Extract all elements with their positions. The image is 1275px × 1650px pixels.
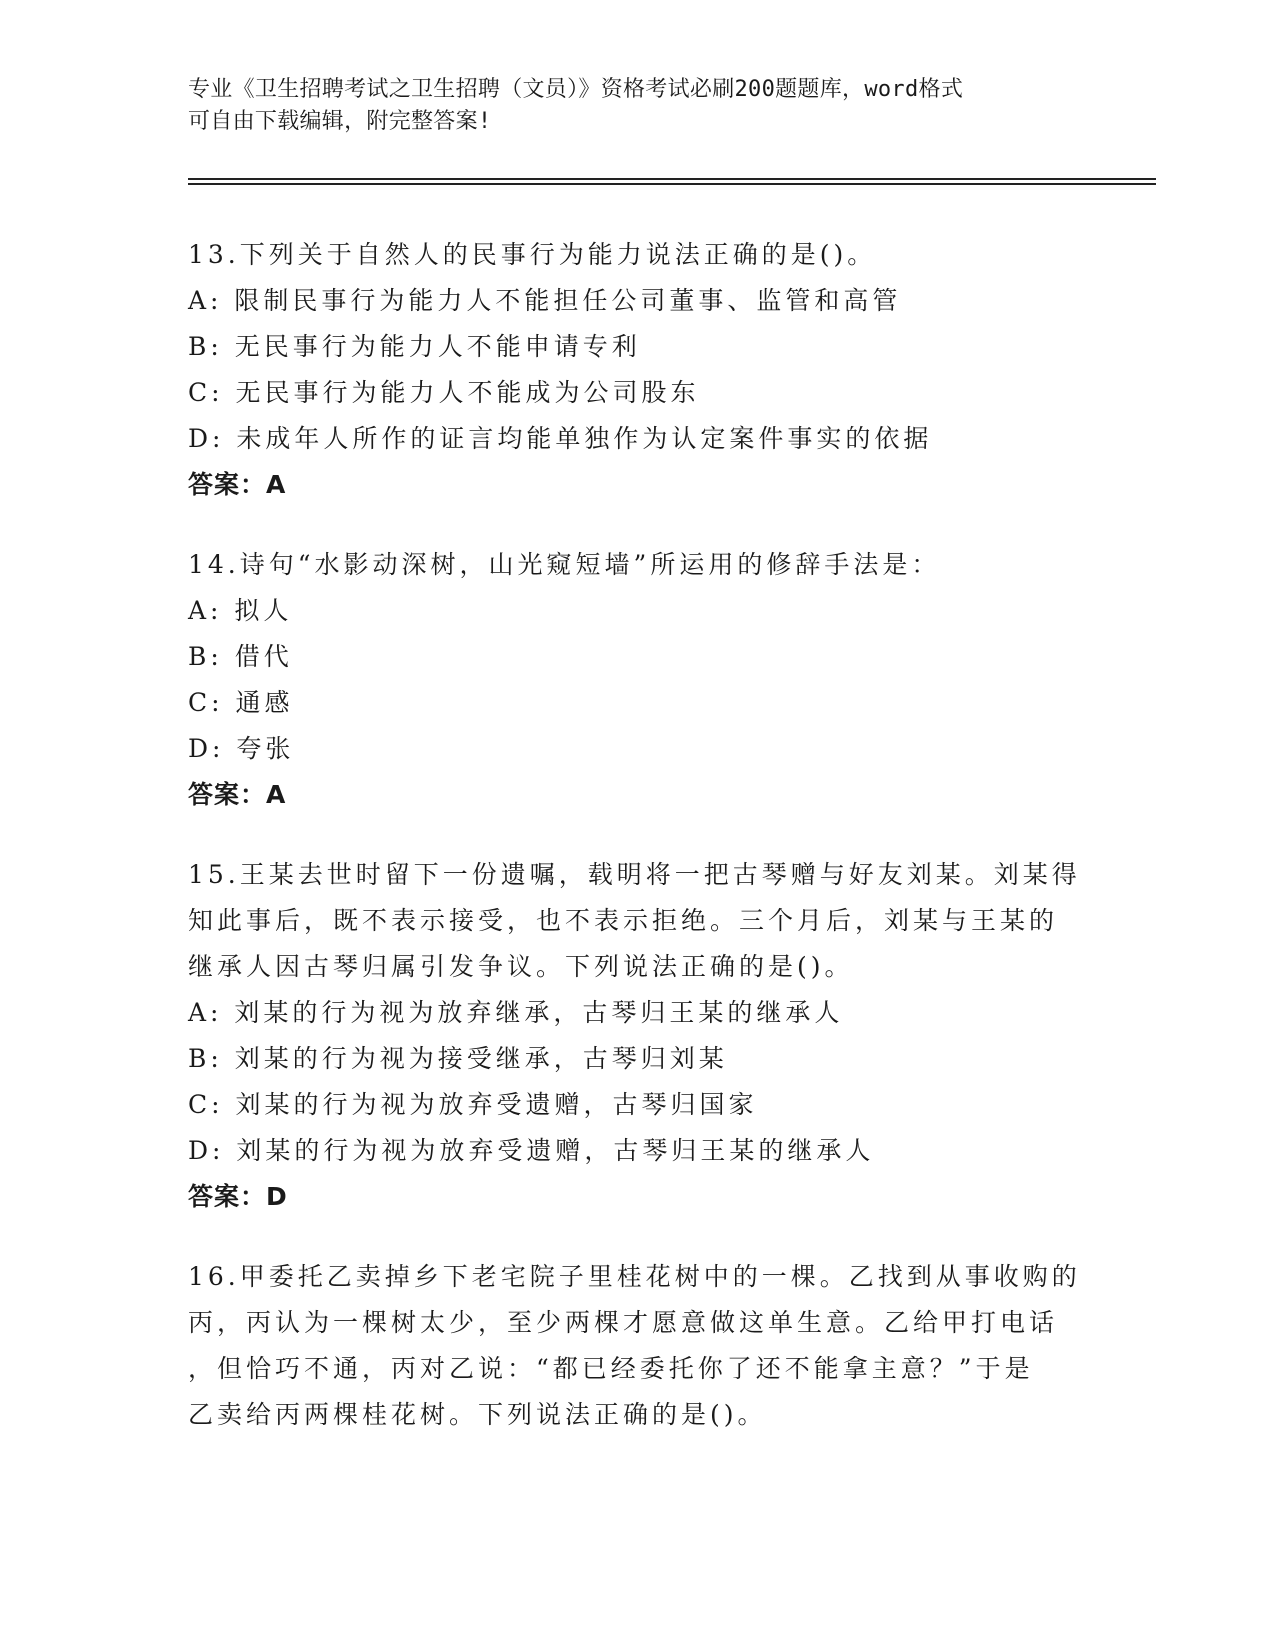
option-a: A: 拟人 bbox=[188, 596, 293, 625]
question-16 bbox=[188, 1254, 1088, 1438]
question-stem-line-3: ，但恰巧不通，丙对乙说：“都已经委托你了还不能拿主意？”于是 bbox=[188, 1354, 1034, 1383]
question-stem-line-3: 继承人因古琴归属引发争议。下列说法正确的是()。 bbox=[188, 952, 854, 981]
option-c: C: 通感 bbox=[188, 688, 294, 717]
option-d: D: 夸张 bbox=[188, 734, 295, 763]
question-list bbox=[188, 232, 1088, 1472]
header-divider-bottom bbox=[188, 183, 1156, 185]
header-divider-top bbox=[188, 178, 1156, 180]
header-line-2: 可自由下载编辑，附完整答案! bbox=[188, 109, 492, 134]
option-a: A: 限制民事行为能力人不能担任公司董事、监管和高管 bbox=[188, 286, 902, 315]
question-stem: 13.下列关于自然人的民事行为能力说法正确的是()。 bbox=[188, 240, 877, 269]
question-stem-line-4: 乙卖给丙两棵桂花树。下列说法正确的是()。 bbox=[188, 1400, 767, 1429]
option-d: D: 刘某的行为视为放弃受遗赠，古琴归王某的继承人 bbox=[188, 1136, 875, 1165]
question-13 bbox=[188, 232, 1088, 508]
option-a: A: 刘某的行为视为放弃继承，古琴归王某的继承人 bbox=[188, 998, 844, 1027]
answer: 答案：D bbox=[188, 1182, 288, 1211]
answer: 答案：A bbox=[188, 780, 287, 809]
question-stem-line-1: 16.甲委托乙卖掉乡下老宅院子里桂花树中的一棵。乙找到从事收购的 bbox=[188, 1262, 1081, 1291]
question-14 bbox=[188, 542, 1088, 818]
option-c: C: 刘某的行为视为放弃受遗赠，古琴归国家 bbox=[188, 1090, 758, 1119]
option-b: B: 无民事行为能力人不能申请专利 bbox=[188, 332, 641, 361]
option-c: C: 无民事行为能力人不能成为公司股东 bbox=[188, 378, 700, 407]
document-header bbox=[188, 74, 1088, 138]
answer: 答案：A bbox=[188, 470, 287, 499]
question-stem-line-2: 丙，丙认为一棵树太少，至少两棵才愿意做这单生意。乙给甲打电话 bbox=[188, 1308, 1059, 1337]
question-stem-line-1: 15.王某去世时留下一份遗嘱，载明将一把古琴赠与好友刘某。刘某得 bbox=[188, 860, 1081, 889]
option-b: B: 借代 bbox=[188, 642, 293, 671]
option-b: B: 刘某的行为视为接受继承，古琴归刘某 bbox=[188, 1044, 728, 1073]
question-stem: 14.诗句“水影动深树，山光窥短墙”所运用的修辞手法是： bbox=[188, 550, 941, 579]
question-stem-line-2: 知此事后，既不表示接受，也不表示拒绝。三个月后，刘某与王某的 bbox=[188, 906, 1059, 935]
question-15 bbox=[188, 852, 1088, 1220]
option-d: D: 未成年人所作的证言均能单独作为认定案件事实的依据 bbox=[188, 424, 933, 453]
header-line-1: 专业《卫生招聘考试之卫生招聘（文员）》资格考试必刷200题题库，word格式 bbox=[188, 77, 964, 102]
